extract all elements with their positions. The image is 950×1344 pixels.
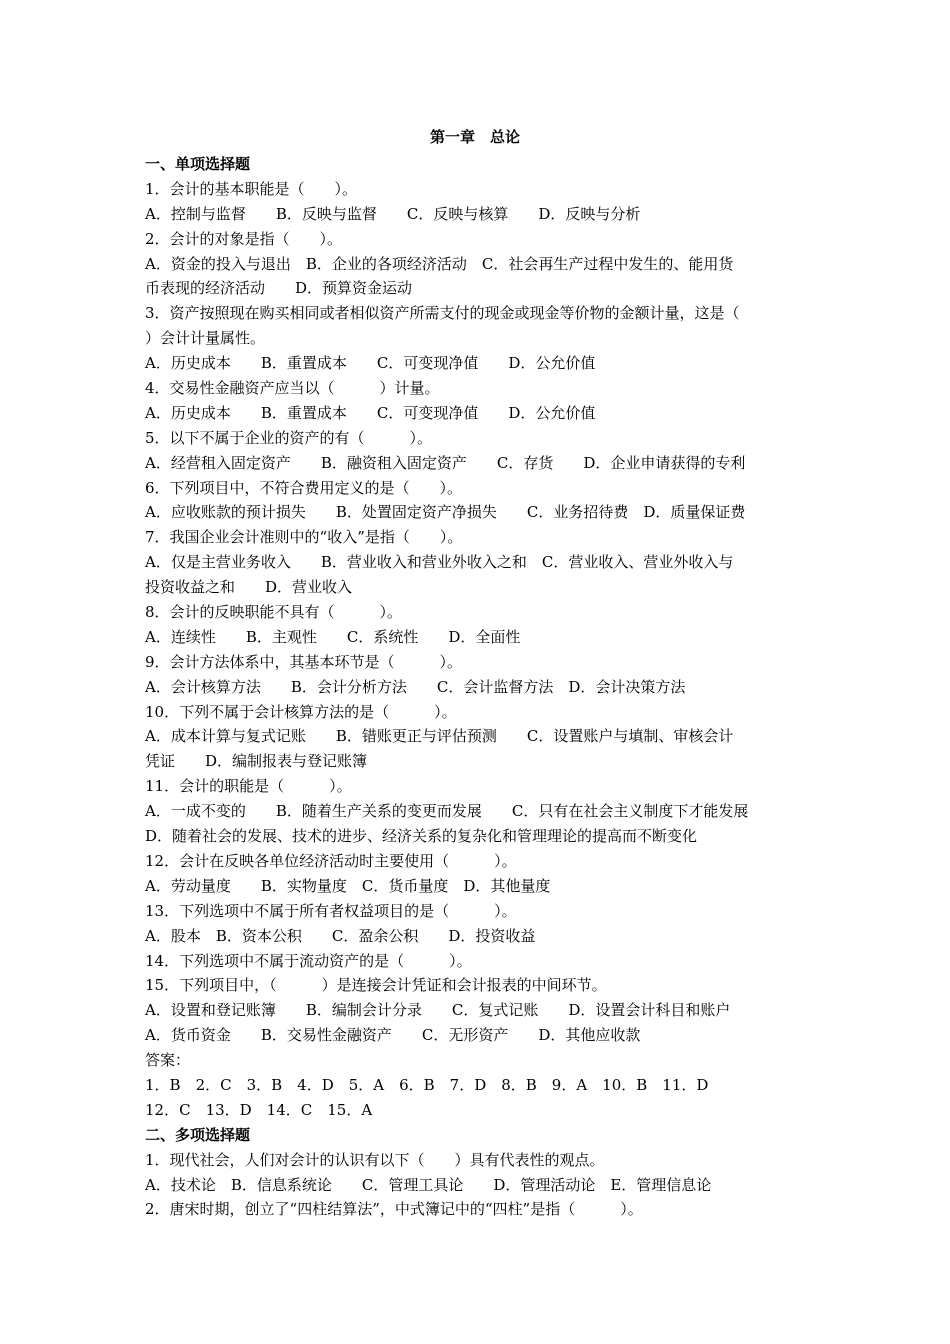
text-line: A．设置和登记账簿 B．编制会计分录 C．复式记账 D．设置会计科目和账户 (145, 1001, 731, 1020)
text-line: 凭证 D．编制报表与登记账簿 (145, 752, 368, 771)
text-line: 10．下列不属于会计核算方法的是（ ）。 (145, 702, 457, 721)
text-line: A．经营租入固定资产 B．融资租入固定资产 C．存货 D．企业申请获得的专利 (145, 453, 746, 472)
text-line: A．仅是主营业务收入 B．营业收入和营业外收入之和 C．营业收入、营业外收入与 (145, 553, 734, 572)
text-line: A．一成不变的 B．随着生产关系的变更而发展 C．只有在社会主义制度下才能发展 (145, 802, 749, 821)
text-line: A．历史成本 B．重置成本 C．可变现净值 D．公允价值 (145, 403, 596, 422)
text-line: 5．以下不属于企业的资产的有（ ）。 (145, 428, 433, 447)
text-line: A．连续性 B．主观性 C．系统性 D．全面性 (145, 627, 521, 646)
text-line: D．随着社会的发展、技术的进步、经济关系的复杂化和管理理论的提高而不断变化 (145, 827, 698, 846)
text-line: 12．会计在反映各单位经济活动时主要使用（ ）。 (145, 851, 517, 870)
text-line: 6．下列项目中，不符合费用定义的是（ ）。 (145, 478, 463, 497)
text-line: 币表现的经济活动 D．预算资金运动 (145, 279, 413, 298)
text-line: 1．B 2．C 3．B 4．D 5．A 6．B 7．D 8．B 9．A 10．B 11．D (145, 1075, 709, 1094)
text-line: 14．下列选项中不属于流动资产的是（ ）。 (145, 951, 472, 970)
text-line: 3．资产按照现在购买相同或者相似资产所需支付的现金或现金等价物的金额计量，这是（ (145, 304, 740, 323)
text-line: 4．交易性金融资产应当以（ ）计量。 (145, 379, 440, 398)
text-line: ）会计计量属性。 (145, 329, 266, 348)
text-line: 1．现代社会，人们对会计的认识有以下（ ）具有代表性的观点。 (145, 1150, 605, 1169)
text-line: A．成本计算与复式记账 B．错账更正与评估预测 C．设置账户与填制、审核会计 (145, 727, 734, 746)
text-line: 答案： (145, 1051, 191, 1070)
text-line: A．历史成本 B．重置成本 C．可变现净值 D．公允价值 (145, 354, 596, 373)
text-line: A．技术论 B．信息系统论 C．管理工具论 D．管理活动论 E．管理信息论 (145, 1175, 712, 1194)
text-line: A．会计核算方法 B．会计分析方法 C．会计监督方法 D．会计决策方法 (145, 677, 686, 696)
text-line: A．股本 B．资本公积 C．盈余公积 D．投资收益 (145, 926, 536, 945)
section-heading: 二、多项选择题 (145, 1125, 251, 1144)
text-line: 投资收益之和 D．营业收入 (145, 578, 353, 597)
text-line: A．应收账款的预计损失 B．处置固定资产净损失 C．业务招待费 D．质量保证费 (145, 503, 746, 522)
text-line: 15．下列项目中，（ ）是连接会计凭证和会计报表的中间环节。 (145, 976, 607, 995)
text-line: 1．会计的基本职能是（ ）。 (145, 179, 358, 198)
text-line: A．劳动量度 B．实物量度 C．货币量度 D．其他量度 (145, 876, 551, 895)
chapter-title: 第一章 总论 (429, 128, 520, 146)
text-line: 2．会计的对象是指（ ）。 (145, 229, 343, 248)
text-line: 9．会计方法体系中，其基本环节是（ ）。 (145, 652, 463, 671)
text-line: 7．我国企业会计准则中的“收入”是指（ ）。 (145, 528, 463, 547)
section-heading: 一、单项选择题 (145, 155, 251, 173)
text-line: A．资金的投入与退出 B．企业的各项经济活动 C．社会再生产过程中发生的、能用货 (145, 254, 734, 273)
text-line: 2．唐宋时期，创立了“四柱结算法”，中式簿记中的“四柱”是指（ ）。 (145, 1200, 643, 1219)
document-body (145, 152, 815, 1222)
text-line: A．控制与监督 B．反映与监督 C．反映与核算 D．反映与分析 (145, 204, 641, 223)
text-line: 11．会计的职能是（ ）。 (145, 777, 352, 796)
text-line: 13．下列选项中不属于所有者权益项目的是（ ）。 (145, 901, 517, 920)
text-line: 8．会计的反映职能不具有（ ）。 (145, 603, 403, 622)
text-line: 12．C 13．D 14．C 15．A (145, 1100, 373, 1119)
text-line: A．货币资金 B．交易性金融资产 C．无形资产 D．其他应收款 (145, 1026, 641, 1045)
